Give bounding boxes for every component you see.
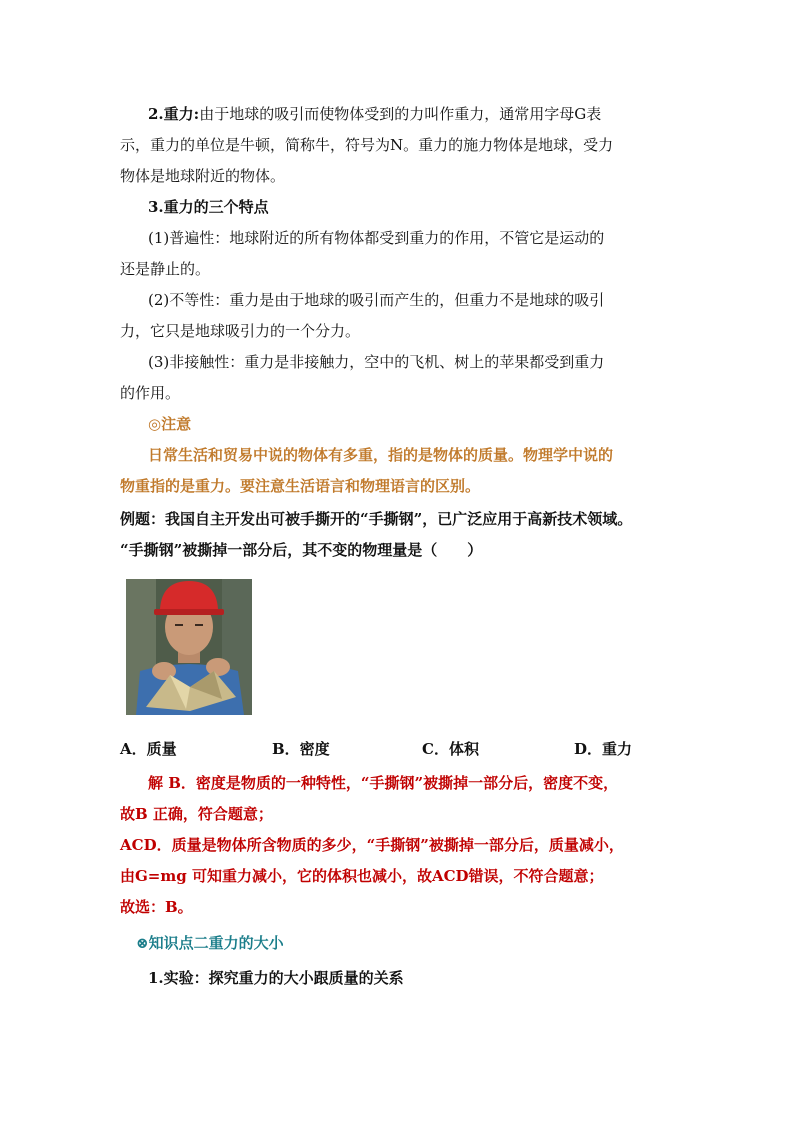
worker-tearing-steel-foil-image <box>126 579 252 715</box>
section-2-text: 由于地球的吸引而使物体受到的力叫作重力，通常用字母G表 <box>199 105 602 123</box>
knowledge-point-heading <box>136 932 284 954</box>
section-2-line-3: 物体是地球附近的物体。 <box>120 167 286 185</box>
note-label: ◎注意 <box>148 415 192 433</box>
solution-line-2: 故B 正确，符合题意； <box>120 805 273 823</box>
option-c: C．体积 <box>422 740 479 758</box>
solution-line-5: 故选：B。 <box>120 898 193 916</box>
solution-line-1: 解 B．密度是物质的一种特性，“手撕钢”被撕掉一部分后，密度不变， <box>148 774 619 792</box>
circle-arrow-icon: ⊗ <box>136 934 149 952</box>
feature-3-line-1: (3)非接触性：重力是非接触力，空中的飞机、树上的苹果都受到重力 <box>148 353 605 371</box>
experiment-heading: 1.实验：探究重力的大小跟质量的关系 <box>148 969 404 987</box>
knowledge-point-title: 知识点二重力的大小 <box>148 934 284 952</box>
note-line-2: 物重指的是重力。要注意生活语言和物理语言的区别。 <box>120 477 481 495</box>
feature-1-line-2: 还是静止的。 <box>120 260 211 278</box>
option-a: A．质量 <box>120 740 177 758</box>
section-3-heading: 3.重力的三个特点 <box>148 198 269 216</box>
example-line-1: 例题：我国自主开发出可被手撕开的“手撕钢”，已广泛应用于高新技术领域。 <box>120 510 633 528</box>
option-d: D．重力 <box>574 740 633 758</box>
solution-line-4: 由G=mg 可知重力减小，它的体积也减小，故ACD错误，不符合题意； <box>120 867 604 885</box>
note-line-1: 日常生活和贸易中说的物体有多重，指的是物体的质量。物理学中说的 <box>148 446 614 464</box>
feature-1-line-1: (1)普遍性：地球附近的所有物体都受到重力的作用，不管它是运动的 <box>148 229 605 247</box>
section-2-term: 重力: <box>163 105 200 123</box>
feature-2-line-1: (2)不等性：重力是由于地球的吸引而产生的，但重力不是地球的吸引 <box>148 291 605 309</box>
feature-2-line-2: 力，它只是地球吸引力的一个分力。 <box>120 322 361 340</box>
example-line-2: “手撕钢”被撕掉一部分后，其不变的物理量是（ ） <box>120 541 483 559</box>
section-2-line-2: 示，重力的单位是牛顿，简称牛，符号为N。重力的施力物体是地球，受力 <box>120 136 614 154</box>
section-2-line-1 <box>148 103 601 125</box>
solution-line-3: ACD．质量是物体所含物质的多少，“手撕钢”被撕掉一部分后，质量减小， <box>120 836 624 854</box>
option-b: B．密度 <box>272 740 330 758</box>
section-2-number: 2. <box>148 105 164 123</box>
feature-3-line-2: 的作用。 <box>120 384 181 402</box>
